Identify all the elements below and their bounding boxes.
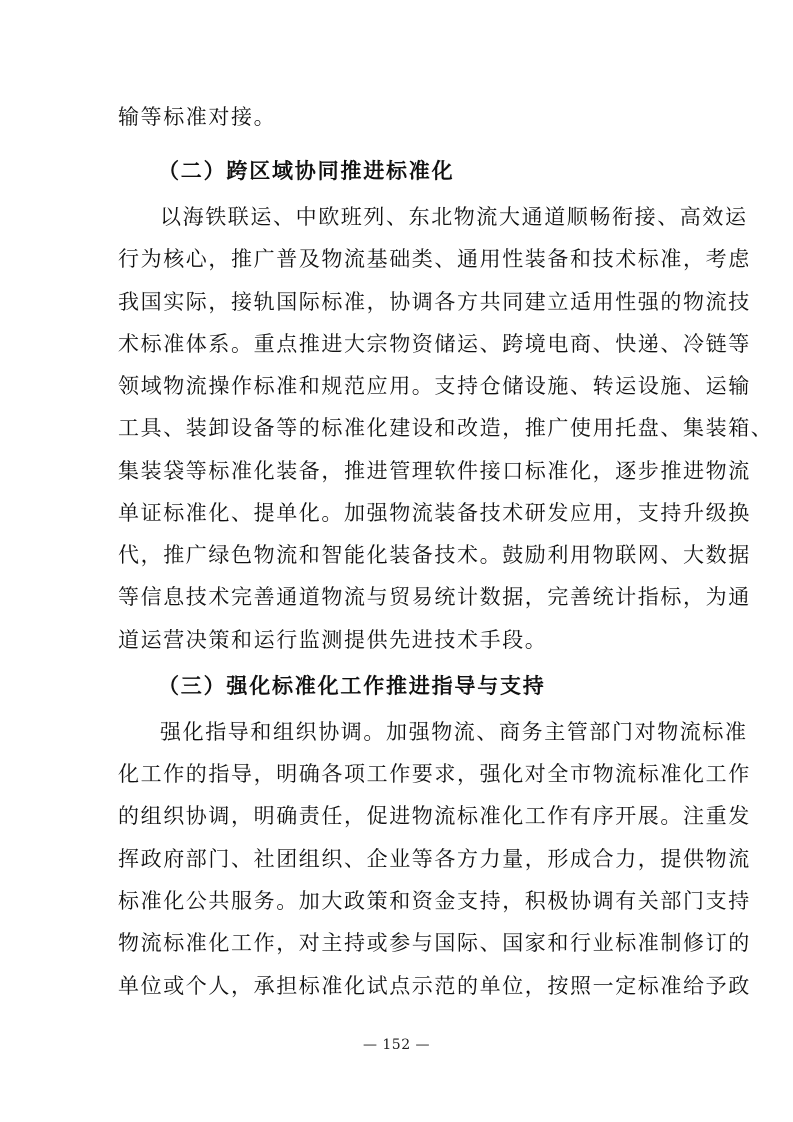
paragraph-line: 的组织协调，明确责任，促进物流标准化工作有序开展。注重发 [118,804,751,828]
paragraph-line: 行为核心，推广普及物流基础类、通用性装备和技术标准，考虑 [118,247,751,271]
paragraph-line: 术标准体系。重点推进大宗物资储运、跨境电商、快递、冷链等 [118,332,751,356]
paragraph-line: 化工作的指导，明确各项工作要求，强化对全市物流标准化工作 [118,762,751,786]
paragraph-line: 我国实际，接轨国际标准，协调各方共同建立适用性强的物流技 [118,290,751,314]
paragraph-line: 道运营决策和运行监测提供先进技术手段。 [118,628,548,652]
paragraph-line: 代，推广绿色物流和智能化装备技术。鼓励利用物联网、大数据 [118,543,751,567]
paragraph-line: 工具、装卸设备等的标准化建设和改造，推广使用托盘、集装箱、 [118,416,774,440]
section-heading: （三）强化标准化工作推进指导与支持 [158,674,546,698]
paragraph-line: 挥政府部门、社团组织、企业等各方力量，形成合力，提供物流 [118,847,751,871]
paragraph-line: 以海铁联运、中欧班列、东北物流大通道顺畅衔接、高效运 [160,205,748,229]
paragraph-line: 标准化公共服务。加大政策和资金支持，积极协调有关部门支持 [118,889,751,913]
paragraph-line: 物流标准化工作，对主持或参与国际、国家和行业标准制修订的 [118,931,751,955]
paragraph-line: 等信息技术完善通道物流与贸易统计数据，完善统计指标，为通 [118,585,751,609]
paragraph-line: 领域物流操作标准和规范应用。支持仓储设施、转运设施、运输 [118,374,751,398]
paragraph-line: 单位或个人，承担标准化试点示范的单位，按照一定标准给予政 [118,974,751,998]
section-heading: （二）跨区域协同推进标准化 [158,159,455,183]
paragraph-line: 单证标准化、提单化。加强物流装备技术研发应用，支持升级换 [118,501,751,525]
paragraph-line: 强化指导和组织协调。加强物流、商务主管部门对物流标准 [160,720,748,744]
paragraph-line: 输等标准对接。 [118,105,277,129]
paragraph-line: 集装袋等标准化装备，推进管理软件接口标准化，逐步推进物流 [118,459,751,483]
page-number: — 152 — [362,1037,431,1053]
